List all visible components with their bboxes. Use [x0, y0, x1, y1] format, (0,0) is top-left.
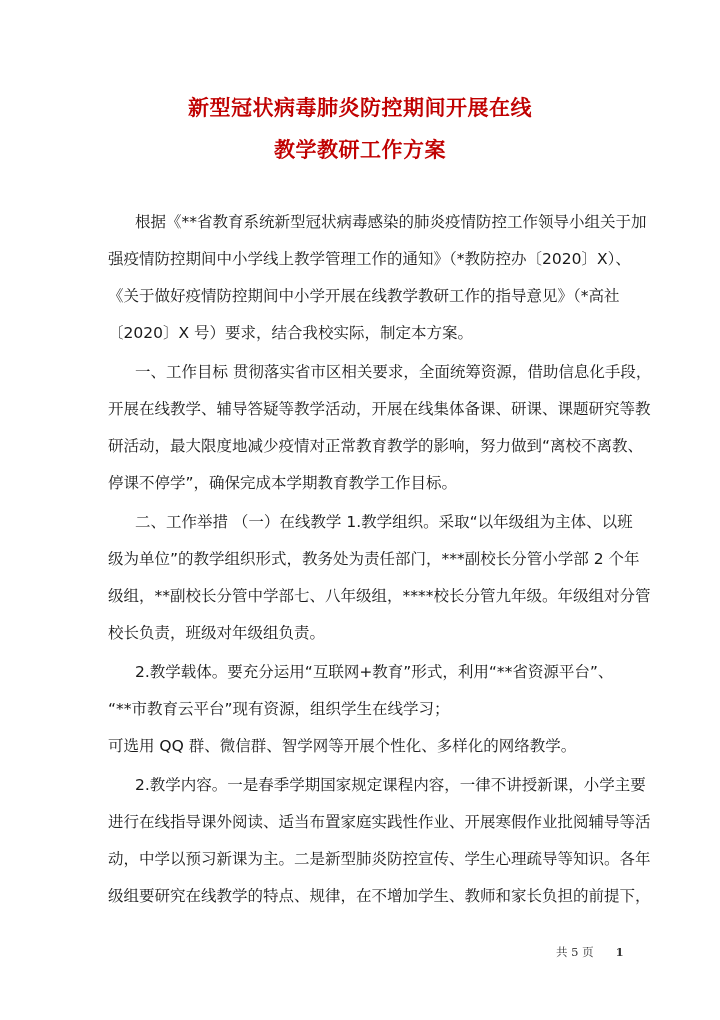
paragraph-line: 根据《**省教育系统新型冠状病毒感染的肺炎疫情防控工作领导小组关于加 — [135, 213, 647, 231]
document-title-line-2: 教学教研工作方案 — [274, 138, 446, 162]
paragraph-line: 一、工作目标 贯彻落实省市区相关要求，全面统筹资源，借助信息化手段， — [135, 363, 652, 381]
paragraph-line: 研活动，最大限度地减少疫情对正常教育教学的影响，努力做到“离校不离教、 — [108, 437, 644, 455]
paragraph-line: 开展在线教学、辅导答疑等教学活动，开展在线集体备课、研课、课题研究等教 — [108, 400, 651, 418]
paragraph-line: 二、工作举措 （一）在线教学 1.教学组织。采取“以年级组为主体、以班 — [135, 513, 633, 531]
paragraph-line: 2.教学载体。要充分运用“互联网+教育”形式，利用“**省资源平台”、 — [135, 663, 614, 681]
document-title-line-1: 新型冠状病毒肺炎防控期间开展在线 — [188, 96, 532, 120]
paragraph-line: 进行在线指导课外阅读、适当布置家庭实践性作业、开展寒假作业批阅辅导等活 — [108, 813, 651, 831]
paragraph-line: 级组要研究在线教学的特点、规律，在不增加学生、教师和家长负担的前提下， — [108, 887, 651, 905]
paragraph-line: 〔2020〕X 号）要求，结合我校实际，制定本方案。 — [108, 324, 473, 342]
paragraph-line: 动，中学以预习新课为主。二是新型肺炎防控宣传、学生心理疏导等知识。各年 — [108, 850, 651, 868]
paragraph-line: 2.教学内容。一是春季学期国家规定课程内容，一律不讲授新课，小学主要 — [135, 776, 646, 794]
paragraph-line: 《关于做好疫情防控期间中小学开展在线教学教研工作的指导意见》（*高社 — [108, 287, 620, 305]
total-pages-label: 共 5 页 — [556, 945, 594, 959]
paragraph-line: 强疫情防控期间中小学线上教学管理工作的通知》（*教防控办〔2020〕X）、 — [108, 250, 631, 268]
page-number: 1 — [615, 945, 624, 959]
paragraph-line: 级为单位”的教学组织形式，教务处为责任部门，***副校长分管小学部 2 个年 — [108, 550, 640, 568]
page-footer — [556, 944, 624, 960]
paragraph-line: 级组，**副校长分管中学部七、八年级组，****校长分管九年级。年级组对分管 — [108, 587, 651, 605]
paragraph-line: “**市教育云平台”现有资源，组织学生在线学习； — [108, 700, 450, 718]
paragraph-line: 校长负责，班级对年级组负责。 — [108, 624, 326, 642]
paragraph-line: 停课不停学”，确保完成本学期教育教学工作目标。 — [108, 474, 458, 492]
paragraph-line: 可选用 QQ 群、微信群、智学网等开展个性化、多样化的网络教学。 — [108, 737, 577, 755]
